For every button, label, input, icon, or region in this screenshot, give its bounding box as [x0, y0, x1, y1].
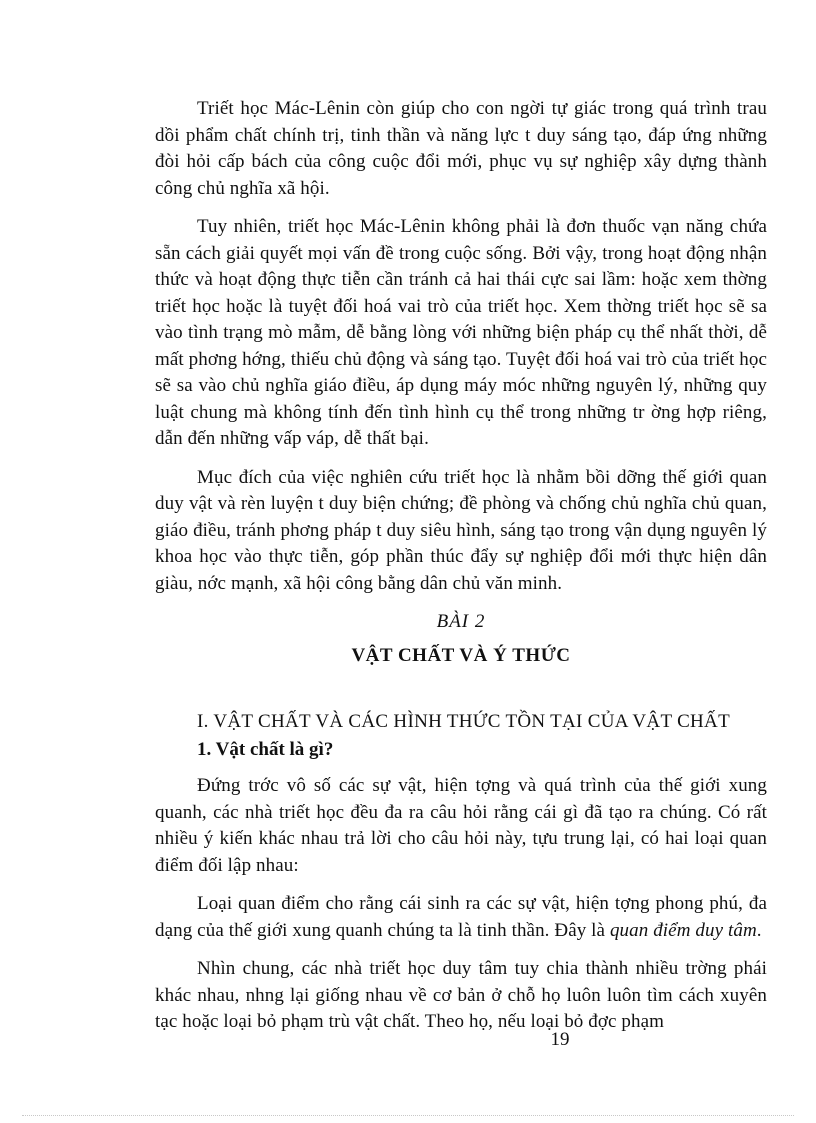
page-bottom-divider: [22, 1115, 794, 1116]
lesson-number: BÀI 2: [436, 611, 486, 632]
lesson-title: VẬT CHẤT VÀ Ý THỨC: [351, 645, 571, 666]
idealist-view-end: .: [756, 919, 762, 941]
page-number: 19: [550, 1029, 570, 1050]
sub-heading: 1. Vật chất là gì?: [197, 739, 334, 760]
paragraph-philosophy-role: Triết học Mác-Lênin còn giúp cho con ngời tự giác trong quá trình trau dồi phẩm chất chính trị, tinh thần và năng lực t duy sáng tạo, đáp ứng những đòi hỏi cấp bách của công cuộc đổi mới, phục vụ sự nghiệp xây dựng thành công chủ nghĩa xã hội.: [155, 98, 767, 199]
idealist-term: quan điểm duy tâm: [609, 919, 757, 941]
section-heading: I. VẬT CHẤT VÀ CÁC HÌNH THỨC TỒN TẠI CỦA VẬT CHẤT: [197, 711, 730, 732]
paragraph-philosophy-limits: Tuy nhiên, triết học Mác-Lênin không phải là đơn thuốc vạn năng chứa sẵn cách giải quyết mọi vấn đề trong cuộc sống. Bởi vậy, trong hoạt động nhận thức và hoạt động thực tiễn cần tránh cả hai thái cực sai lầm: hoặc xem thờng triết học hoặc là tuyệt đối hoá vai trò của triết học. Xem thờng triết học sẽ sa vào tình trạng mò mẫm, dễ bằng lòng với những biện pháp cụ thể nhất thời, dễ mất phơng hớng, thiếu chủ động và sáng tạo. Tuyệt đối hoá vai trò của triết học sẽ sa vào chủ nghĩa giáo điều, áp dụng máy móc những nguyên lý, những quy luật chung mà không tính đến tình hình cụ thể trong những tr ờng hợp riêng, dẫn đến những vấp váp, dễ thất bại.: [155, 216, 767, 449]
paragraph-question-origin: Đứng trớc vô số các sự vật, hiện tợng và quá trình của thế giới xung quanh, các nhà triết học đều đa ra câu hỏi rằng cái gì đã tạo ra chúng. Có rất nhiều ý kiến khác nhau trả lời cho câu hỏi này, tựu trung lại, có hai loại quan điểm đối lập nhau:: [155, 775, 767, 876]
paragraph-study-purpose: Mục đích của việc nghiên cứu triết học là nhằm bồi dỡng thế giới quan duy vật và rèn luyện t duy biện chứng; đề phòng và chống chủ nghĩa chủ quan, giáo điều, tránh phơng pháp t duy siêu hình, sáng tạo trong vận dụng nguyên lý khoa học vào thực tiễn, góp phần thúc đẩy sự nghiệp đổi mới thực hiện dân giàu, nớc mạnh, xã hội công bằng dân chủ văn minh.: [155, 466, 767, 594]
page-body: [155, 96, 767, 1048]
idealist-view-text: Loại quan điểm cho rằng cái sinh ra các sự vật, hiện tợng phong phú, đa dạng của thế giới xung quanh chúng ta là tinh thần. Đây là: [155, 893, 767, 941]
paragraph-idealist-view: [155, 891, 767, 944]
paragraph-idealist-schools: Nhìn chung, các nhà triết học duy tâm tuy chia thành nhiều trờng phái khác nhau, nhng lại giống nhau về cơ bản ở chỗ họ luôn luôn tìm cách xuyên tạc hoặc loại bỏ phạm trù vật chất. Theo họ, nếu loại bỏ đợc phạm: [155, 958, 767, 1032]
